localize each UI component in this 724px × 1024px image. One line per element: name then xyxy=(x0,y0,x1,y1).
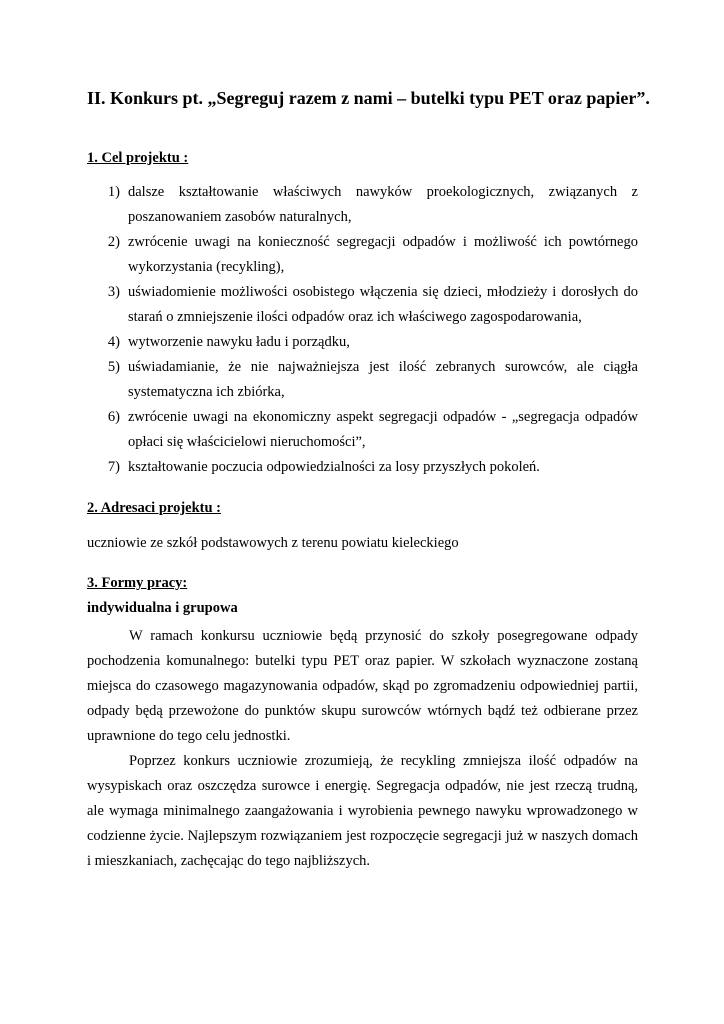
list-item-text: kształtowanie poczucia odpowiedzialności za losy przyszłych pokoleń. xyxy=(128,459,540,475)
list-item xyxy=(87,180,638,230)
list-item-number: 7) xyxy=(107,459,120,475)
paragraph-recycling-benefits: Poprzez konkurs uczniowie zrozumieją, że recykling zmniejsza ilość odpadów na wysypiskach oraz oszczędza surowce i energię. Segregacja odpadów, nie jest rzeczą trudną, ale wymaga minimalnego zaangażowania i wyrobienia pewnego nawyku wprowadzonego w codzienne życie. Najlepszym rozwiązaniem jest rozpoczęcie segregacji już w naszych domach i mieszkaniach, zachęcając do tego najbliższych. xyxy=(87,753,638,869)
list-item-text: zwrócenie uwagi na ekonomiczny aspekt segregacji odpadów - „segregacja odpadów opłaci się właścicielowi nieruchomości”, xyxy=(128,409,638,450)
list-item-text: uświadamianie, że nie najważniejsza jest ilość zebranych surowców, ale ciągła systematyczna ich zbiórka, xyxy=(128,359,638,400)
list-item-number: 5) xyxy=(107,359,120,375)
list-item xyxy=(87,230,638,280)
section-1-heading: 1. Cel projektu : xyxy=(87,150,189,166)
list-item xyxy=(87,455,638,480)
list-item xyxy=(87,355,638,405)
list-item xyxy=(87,330,638,355)
addressees-text: uczniowie ze szkół podstawowych z terenu powiatu kieleckiego xyxy=(87,535,459,551)
goals-list xyxy=(87,180,638,480)
list-item-number: 1) xyxy=(107,184,120,200)
section-3-heading: 3. Formy pracy: xyxy=(87,575,188,591)
list-item-text: wytworzenie nawyku ładu i porządku, xyxy=(128,334,350,350)
list-item-number: 2) xyxy=(107,234,120,250)
document-title: II. Konkurs pt. „Segreguj razem z nami – butelki typu PET oraz papier”. xyxy=(87,88,650,108)
work-form-subheading: indywidualna i grupowa xyxy=(87,600,238,616)
list-item-number: 6) xyxy=(107,409,120,425)
list-item-text: uświadomienie możliwości osobistego włączenia się dzieci, młodzieży i dorosłych do starań o zmniejszenie ilości odpadów oraz ich właściwego zagospodarowania, xyxy=(128,284,638,325)
list-item-text: dalsze kształtowanie właściwych nawyków proekologicznych, związanych z poszanowaniem zasobów naturalnych, xyxy=(128,184,638,225)
section-2-heading: 2. Adresaci projektu : xyxy=(87,500,221,516)
list-item-number: 3) xyxy=(107,284,120,300)
list-item-number: 4) xyxy=(107,334,120,350)
list-item xyxy=(87,280,638,330)
paragraph-contest-rules: W ramach konkursu uczniowie będą przynosić do szkoły posegregowane odpady pochodzenia komunalnego: butelki typu PET oraz papier. W szkołach wyznaczone zostaną miejsca do czasowego magazynowania odpadów, skąd po zgromadzeniu odpowiedniej partii, odpady będą przewożone do punktów skupu surowców wtórnych bądź też odbierane przez uprawnione do tego celu jednostki. xyxy=(87,628,638,744)
list-item xyxy=(87,405,638,455)
list-item-text: zwrócenie uwagi na konieczność segregacji odpadów i możliwość ich powtórnego wykorzystania (recykling), xyxy=(128,234,638,275)
